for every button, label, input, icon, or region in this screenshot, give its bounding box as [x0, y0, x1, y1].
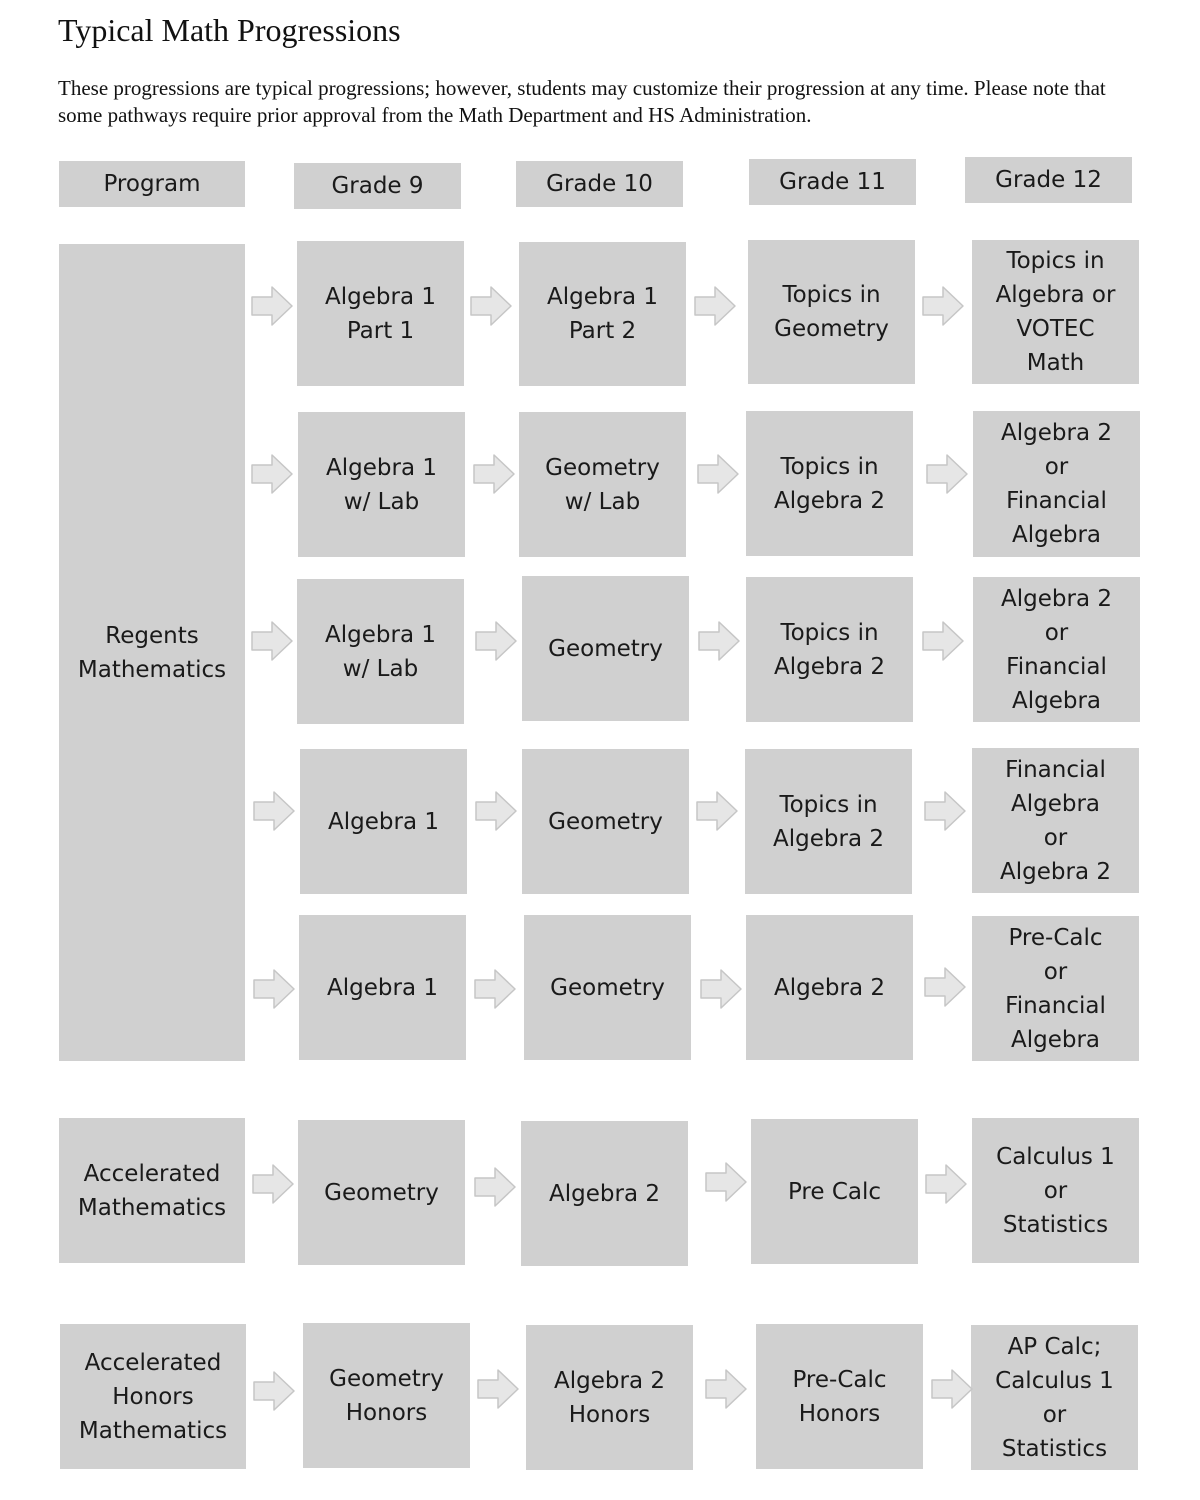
course-label: Algebra 2: [549, 1180, 660, 1207]
course-regents-r2-g9: [298, 412, 465, 557]
arrow-right-icon: [923, 1161, 969, 1207]
course-label: Pre Calc: [787, 1178, 882, 1205]
header-label: Grade 10: [546, 171, 653, 197]
course-label: Topics in Algebra 2: [773, 791, 884, 852]
course-regents-r5-g9: [299, 915, 466, 1060]
course-label: Algebra 1: [328, 808, 439, 835]
program-label: Accelerated Mathematics: [77, 1160, 227, 1221]
arrow-right-icon: [698, 966, 744, 1012]
header-program: [59, 161, 245, 207]
course-label: Pre-Calc or Financial Algebra: [1005, 924, 1106, 1053]
arrow-right-icon: [924, 451, 970, 497]
arrow-right-icon: [696, 618, 742, 664]
course-regents-r1-g9: [297, 241, 464, 386]
course-label: Algebra 1 w/ Lab: [326, 454, 437, 515]
arrow-right-icon: [250, 1161, 296, 1207]
header-label: Grade 11: [779, 169, 886, 195]
arrow-right-icon: [475, 1366, 521, 1412]
course-regents-r5-g12: [972, 916, 1139, 1061]
header-label: Grade 12: [995, 167, 1102, 193]
course-label: Geometry Honors: [329, 1365, 444, 1426]
arrow-right-icon: [249, 618, 295, 664]
course-label: Topics in Algebra or VOTEC Math: [995, 248, 1116, 376]
course-label: Algebra 1: [327, 974, 438, 1001]
arrow-right-icon: [468, 283, 514, 329]
arrow-right-icon: [920, 283, 966, 329]
arrow-right-icon: [695, 451, 741, 497]
header-grade-10: [516, 161, 683, 207]
header-grade-12: [965, 157, 1132, 203]
arrow-right-icon: [473, 788, 519, 834]
course-label: Algebra 2 or Financial Algebra: [1001, 585, 1112, 714]
arrow-right-icon: [251, 788, 297, 834]
course-label: Geometry: [324, 1179, 439, 1206]
course-regents-r1-g10: [519, 242, 686, 386]
course-label: Geometry: [548, 635, 663, 662]
program-regents: [59, 244, 245, 1061]
arrow-right-icon: [473, 618, 519, 664]
arrow-right-icon: [472, 1164, 518, 1210]
arrow-right-icon: [922, 788, 968, 834]
course-accelerated-g11: [751, 1119, 918, 1264]
course-label: AP Calc; Calculus 1 or Statistics: [995, 1333, 1114, 1462]
course-label: Algebra 1 w/ Lab: [325, 621, 436, 682]
course-label: Financial Algebra or Algebra 2: [1000, 756, 1111, 885]
course-accelerated-g9: [298, 1120, 465, 1265]
course-label: Geometry: [550, 974, 665, 1001]
course-label: Geometry: [548, 808, 663, 835]
course-honors-g9: [303, 1323, 470, 1468]
arrow-right-icon: [251, 966, 297, 1012]
arrow-right-icon: [472, 966, 518, 1012]
course-regents-r3-g9: [297, 579, 464, 724]
course-regents-r5-g11: [746, 915, 913, 1060]
arrow-right-icon: [703, 1366, 749, 1412]
course-label: Algebra 2: [774, 974, 885, 1001]
arrow-right-icon: [929, 1366, 975, 1412]
arrow-right-icon: [249, 283, 295, 329]
course-regents-r3-g12: [973, 577, 1140, 722]
course-regents-r2-g10: [519, 412, 686, 557]
program-accelerated: [59, 1118, 245, 1263]
header-label: Program: [103, 171, 201, 197]
course-regents-r4-g12: [972, 748, 1139, 893]
course-regents-r2-g11: [746, 411, 913, 556]
arrow-right-icon: [251, 1368, 297, 1414]
course-honors-g11: [756, 1324, 923, 1469]
page-title: Typical Math Progressions: [58, 12, 401, 48]
course-honors-g10: [526, 1325, 693, 1470]
course-label: Calculus 1 or Statistics: [996, 1143, 1115, 1238]
course-regents-r4-g11: [745, 749, 912, 894]
header-grade-9: [294, 163, 461, 209]
course-regents-r1-g11: [748, 240, 915, 384]
course-regents-r5-g10: [524, 915, 691, 1060]
course-label: Algebra 2 Honors: [554, 1367, 665, 1428]
course-label: Topics in Algebra 2: [774, 453, 885, 514]
course-label: Pre-Calc Honors: [792, 1366, 887, 1427]
course-honors-g12: [971, 1325, 1138, 1470]
course-regents-r4-g10: [522, 749, 689, 894]
intro-text: These progressions are typical progressions; however, students may customize their progression at any time. Please note that some pathways require prior approval from the Math Department and HS Administration.: [58, 76, 1106, 127]
arrow-right-icon: [922, 964, 968, 1010]
arrow-right-icon: [692, 283, 738, 329]
program-label: Accelerated Honors Mathematics: [78, 1349, 228, 1444]
course-label: Algebra 1 Part 1: [325, 283, 436, 344]
arrow-right-icon: [703, 1159, 749, 1205]
course-regents-r1-g12: [972, 240, 1139, 384]
course-regents-r3-g10: [522, 576, 689, 721]
course-label: Topics in Algebra 2: [774, 619, 885, 680]
arrow-right-icon: [920, 618, 966, 664]
course-label: Geometry w/ Lab: [545, 454, 660, 515]
arrow-right-icon: [694, 788, 740, 834]
arrow-right-icon: [249, 451, 295, 497]
course-label: Algebra 2 or Financial Algebra: [1001, 420, 1112, 548]
course-regents-r4-g9: [300, 749, 467, 894]
arrow-right-icon: [471, 451, 517, 497]
course-accelerated-g12: [972, 1118, 1139, 1263]
header-grade-11: [749, 159, 916, 205]
course-label: Topics in Geometry: [774, 282, 889, 342]
program-accelerated-honors: [60, 1324, 246, 1469]
course-accelerated-g10: [521, 1121, 688, 1266]
course-label: Algebra 1 Part 2: [547, 284, 658, 344]
course-regents-r3-g11: [746, 577, 913, 722]
header-label: Grade 9: [331, 173, 424, 199]
course-regents-r2-g12: [973, 411, 1140, 557]
program-label: Regents Mathematics: [77, 622, 227, 683]
